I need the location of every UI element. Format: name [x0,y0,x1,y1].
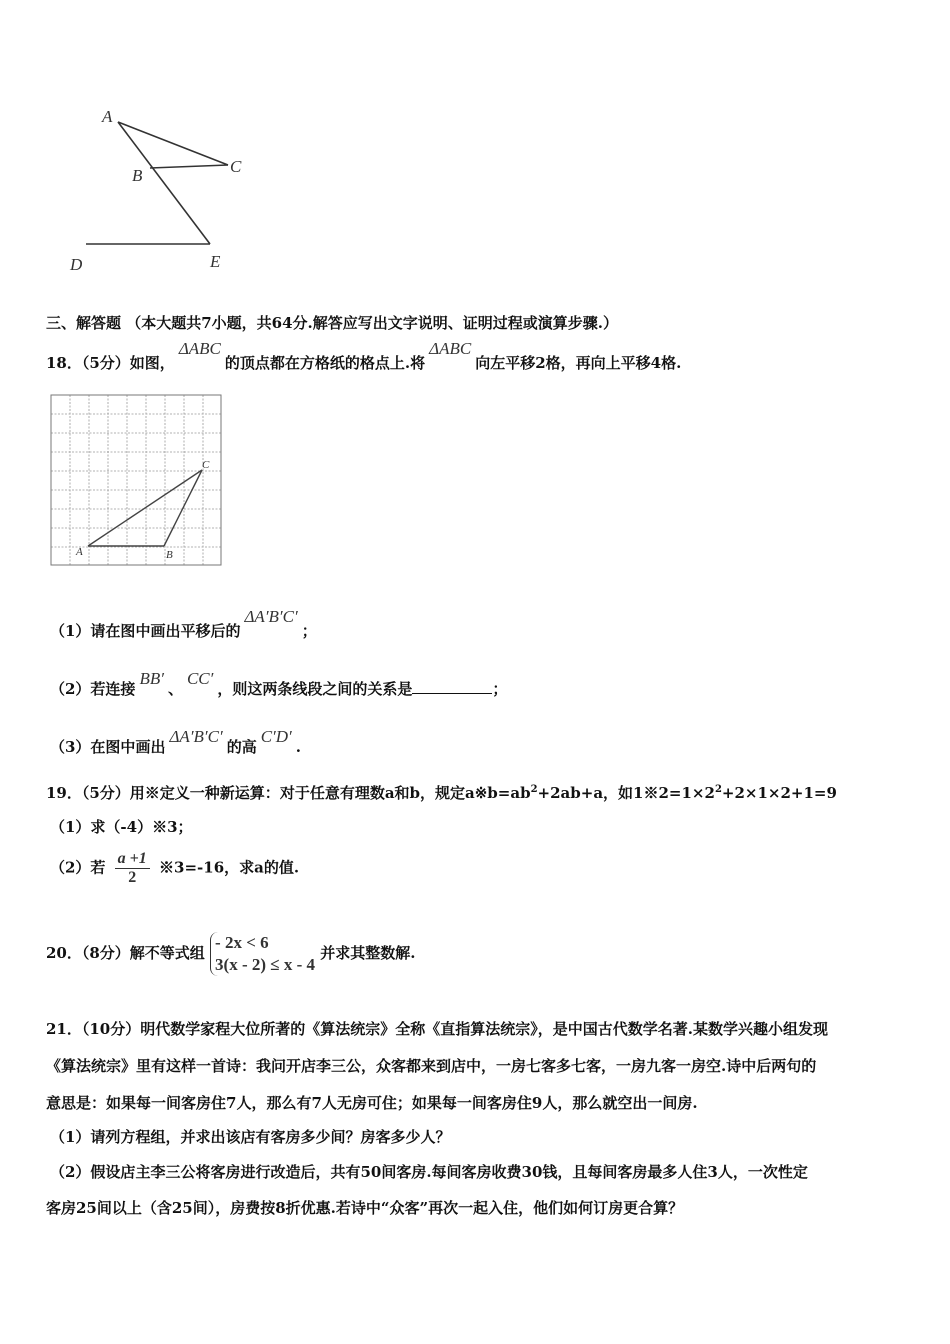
q19-frac-den: 2 [128,869,137,886]
q18-part2-bb: BB′ [139,669,164,688]
label-d: D [70,255,83,274]
q18-part2-sep: 、 [167,680,183,698]
q19-stem-c: +2×1×2+1=9 [721,784,837,802]
q19-part2-b: ※3=-16，求a的值. [159,858,300,877]
q18-part1-b: ； [301,622,317,640]
q18-part3-cd: C′D′ [260,727,292,746]
q18-part2 [50,669,508,699]
label-a: A [102,107,113,126]
q18-part3-c: . [295,738,302,756]
grid-segment-bc [164,470,202,546]
q18-part3-a: （3）在图中画出 [50,738,166,756]
grid-label-a: A [76,546,83,558]
q20-stem-a: 20．（8分）解不等式组 [46,944,205,962]
grid-label-c: C [202,459,210,471]
q19-part2 [50,850,299,887]
q19-stem [46,782,837,803]
q18-stem-b: 的顶点都在方格纸的格点上.将 [224,354,426,372]
q19-sup2: 2 [714,784,722,795]
q20-stem [46,932,416,976]
grid-figure [50,394,225,572]
q18-stem-a: 18．（5分）如图， [46,354,175,372]
q18-part3 [50,727,302,757]
q19-part2-a: （2）若 [50,858,106,877]
q18-part2-b: ，则这两条线段之间的关系是 [217,680,413,698]
q19-stem-b: +2ab+a，如1※2=1×2 [537,784,715,802]
label-c: C [230,157,242,176]
geometry-figure [60,100,280,280]
q20-stem-b: 并求其整数解. [320,944,416,962]
answer-blank[interactable] [412,679,492,694]
q21-line2: 《算法统宗》里有这样一首诗：我问开店李三公，众客都来到店中，一房七客多七客，一房九客一房空.诗中后两句的 [46,1057,817,1075]
q18-part2-c: ； [492,680,508,698]
q20-ineq1: - 2x < 6 [215,933,269,952]
q20-inequality-system [210,932,315,976]
q19-frac-num: a +1 [115,850,150,869]
q18-part2-cc: CC′ [186,669,214,688]
q18-stem-c: 向左平移2格，再向上平移4格. [475,354,682,372]
q18-part2-a: （2）若连接 [50,680,136,698]
q20-ineq2: 3(x - 2) ≤ x - 4 [215,955,316,974]
q19-fraction [115,850,150,887]
label-e: E [210,252,221,271]
q21-line1: 21．（10分）明代数学家程大位所著的《算法统宗》全称《直指算法统宗》，是中国古代数学名著.某数学兴趣小组发现 [46,1020,828,1038]
segment-bc [150,165,228,168]
q21-part2-line2: 客房25间以上（含25间），房费按8折优惠.若诗中“众客”再次一起入住，他们如何订房更合算？ [46,1199,684,1217]
q18-part3-b: 的高 [226,738,257,756]
q18-stem [46,339,682,373]
q18-tri2: ΔABC [429,339,472,358]
label-b: B [132,166,143,185]
grid-segment-ac [88,470,202,546]
q18-tri: ΔABC [178,339,221,358]
q18-part1 [50,607,317,641]
q18-part3-tri: ΔA′B′C′ [169,727,223,746]
q21-part2-line1: （2）假设店主李三公将客房进行改造后，共有50间客房.每间客房收费30钱，且每间客房最多人住3人，一次性定 [50,1163,808,1181]
q19-sup1: 2 [530,784,538,795]
q21-line3: 意思是：如果每一间客房住7人，那么有7人无房可住；如果每一间客房住9人，那么就空出一间房. [46,1094,698,1112]
q18-part1-a: （1）请在图中画出平移后的 [50,622,241,640]
section-title: 三、解答题 （本大题共7小题，共64分.解答应写出文字说明、证明过程或演算步骤.） [46,314,618,332]
q18-part1-tri: ΔA′B′C′ [244,607,298,626]
grid-label-b: B [166,549,173,561]
q19-stem-a: 19．（5分）用※定义一种新运算：对于任意有理数a和b，规定a※b=ab [46,784,531,802]
q19-part1: （1）求（-4）※3； [50,818,193,836]
q21-part1: （1）请列方程组，并求出该店有客房多少间？房客多少人？ [50,1128,451,1146]
